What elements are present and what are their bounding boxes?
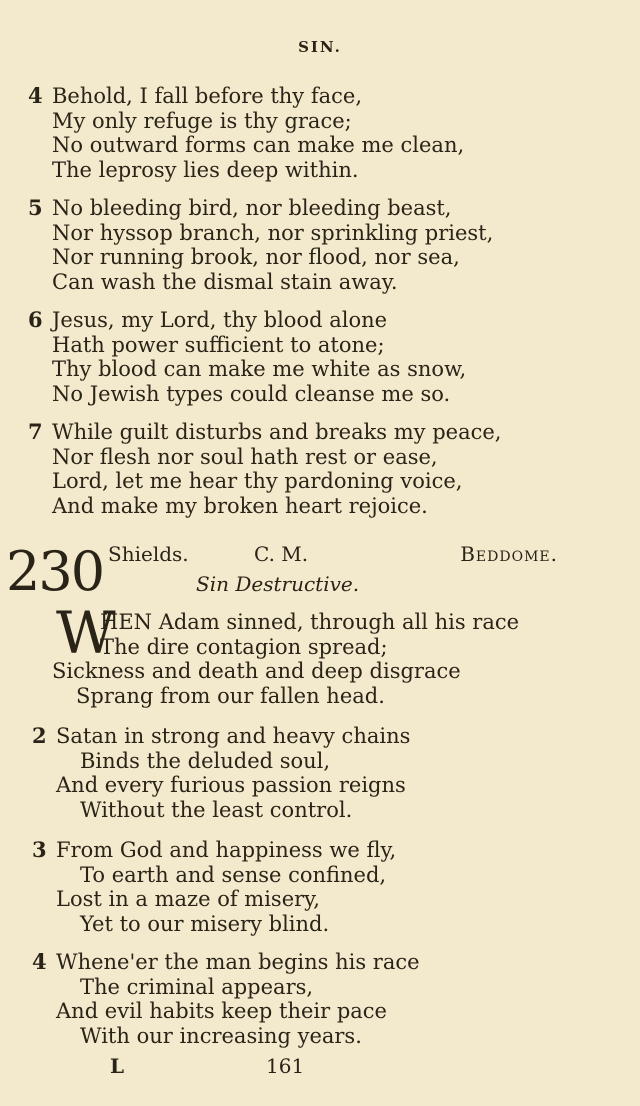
verse-line: No outward forms can make me clean, bbox=[52, 133, 465, 158]
author: Beddome. bbox=[460, 542, 558, 566]
signature-mark: L bbox=[110, 1054, 125, 1078]
verse-line: Can wash the dismal stain away. bbox=[52, 269, 398, 294]
verse-line: Sprang from our fallen head. bbox=[76, 683, 385, 708]
stanza-number: 6 bbox=[28, 307, 43, 332]
verse-line: And every furious passion reigns bbox=[56, 773, 406, 798]
verse-line: With our increasing years. bbox=[80, 1023, 362, 1048]
verse-line: Nor running brook, nor flood, nor sea, bbox=[52, 245, 460, 270]
tune-name: Shields. bbox=[108, 542, 189, 566]
verse-line: Yet to our misery blind. bbox=[80, 911, 330, 936]
verse-line: No Jewish types could cleanse me so. bbox=[52, 381, 451, 406]
verse-line: Sickness and death and deep disgrace bbox=[52, 659, 461, 684]
drop-cap: W bbox=[56, 599, 116, 667]
hymn-title: Sin Destructive. bbox=[196, 572, 360, 596]
verse-line: My only refuge is thy grace; bbox=[52, 108, 352, 133]
stanza-number: 3 bbox=[32, 837, 47, 862]
verse-line: The criminal appears, bbox=[80, 974, 314, 999]
meter: C. M. bbox=[254, 542, 309, 566]
hymn-number: 230 bbox=[6, 540, 104, 603]
hymn-heading bbox=[0, 540, 640, 603]
verse-line: Lord, let me hear thy pardoning voice, bbox=[52, 469, 463, 494]
stanza-5 bbox=[28, 196, 618, 294]
verse-line: To earth and sense confined, bbox=[80, 862, 387, 887]
page-number: 161 bbox=[266, 1054, 305, 1078]
verse-line: Behold, I fall before thy face, bbox=[52, 84, 362, 108]
verse-line: Jesus, my Lord, thy blood alone bbox=[52, 308, 388, 332]
verse-line: Lost in a maze of misery, bbox=[56, 887, 320, 912]
verse-line: Binds the deluded soul, bbox=[80, 748, 331, 773]
verse-line: Nor flesh nor soul hath rest or ease, bbox=[52, 444, 438, 469]
stanza-1 bbox=[28, 610, 618, 708]
verse-line: HEN Adam sinned, through all his race bbox=[100, 610, 520, 634]
verse-line: The dire contagion spread; bbox=[100, 634, 388, 659]
hymn-stanza-4 bbox=[32, 950, 622, 1048]
verse-line: Thy blood can make me white as snow, bbox=[52, 357, 467, 382]
verse-line: No bleeding bird, nor bleeding beast, bbox=[52, 196, 452, 220]
running-head: SIN. bbox=[298, 38, 342, 56]
stanza-number: 2 bbox=[32, 723, 47, 748]
stanza-number: 7 bbox=[28, 419, 43, 444]
stanza-7 bbox=[28, 420, 618, 518]
stanza-4 bbox=[28, 84, 618, 182]
stanza-number: 4 bbox=[28, 83, 43, 108]
verse-line: And make my broken heart rejoice. bbox=[52, 493, 428, 518]
verse-line: The leprosy lies deep within. bbox=[52, 157, 359, 182]
verse-line: Nor hyssop branch, nor sprinkling priest, bbox=[52, 220, 494, 245]
verse-line: Whene'er the man begins his race bbox=[56, 950, 420, 974]
hymn-stanza-3 bbox=[32, 838, 622, 936]
stanza-number: 4 bbox=[32, 949, 47, 974]
hymn-stanza-2 bbox=[32, 724, 622, 822]
stanza-6 bbox=[28, 308, 618, 406]
verse-line: Without the least control. bbox=[80, 797, 353, 822]
stanza-number: 5 bbox=[28, 195, 43, 220]
verse-line: Hath power sufficient to atone; bbox=[52, 332, 385, 357]
verse-line: From God and happiness we fly, bbox=[56, 838, 397, 862]
verse-line: And evil habits keep their pace bbox=[56, 999, 387, 1024]
verse-line: While guilt disturbs and breaks my peace, bbox=[52, 420, 502, 444]
verse-line: Satan in strong and heavy chains bbox=[56, 724, 411, 748]
